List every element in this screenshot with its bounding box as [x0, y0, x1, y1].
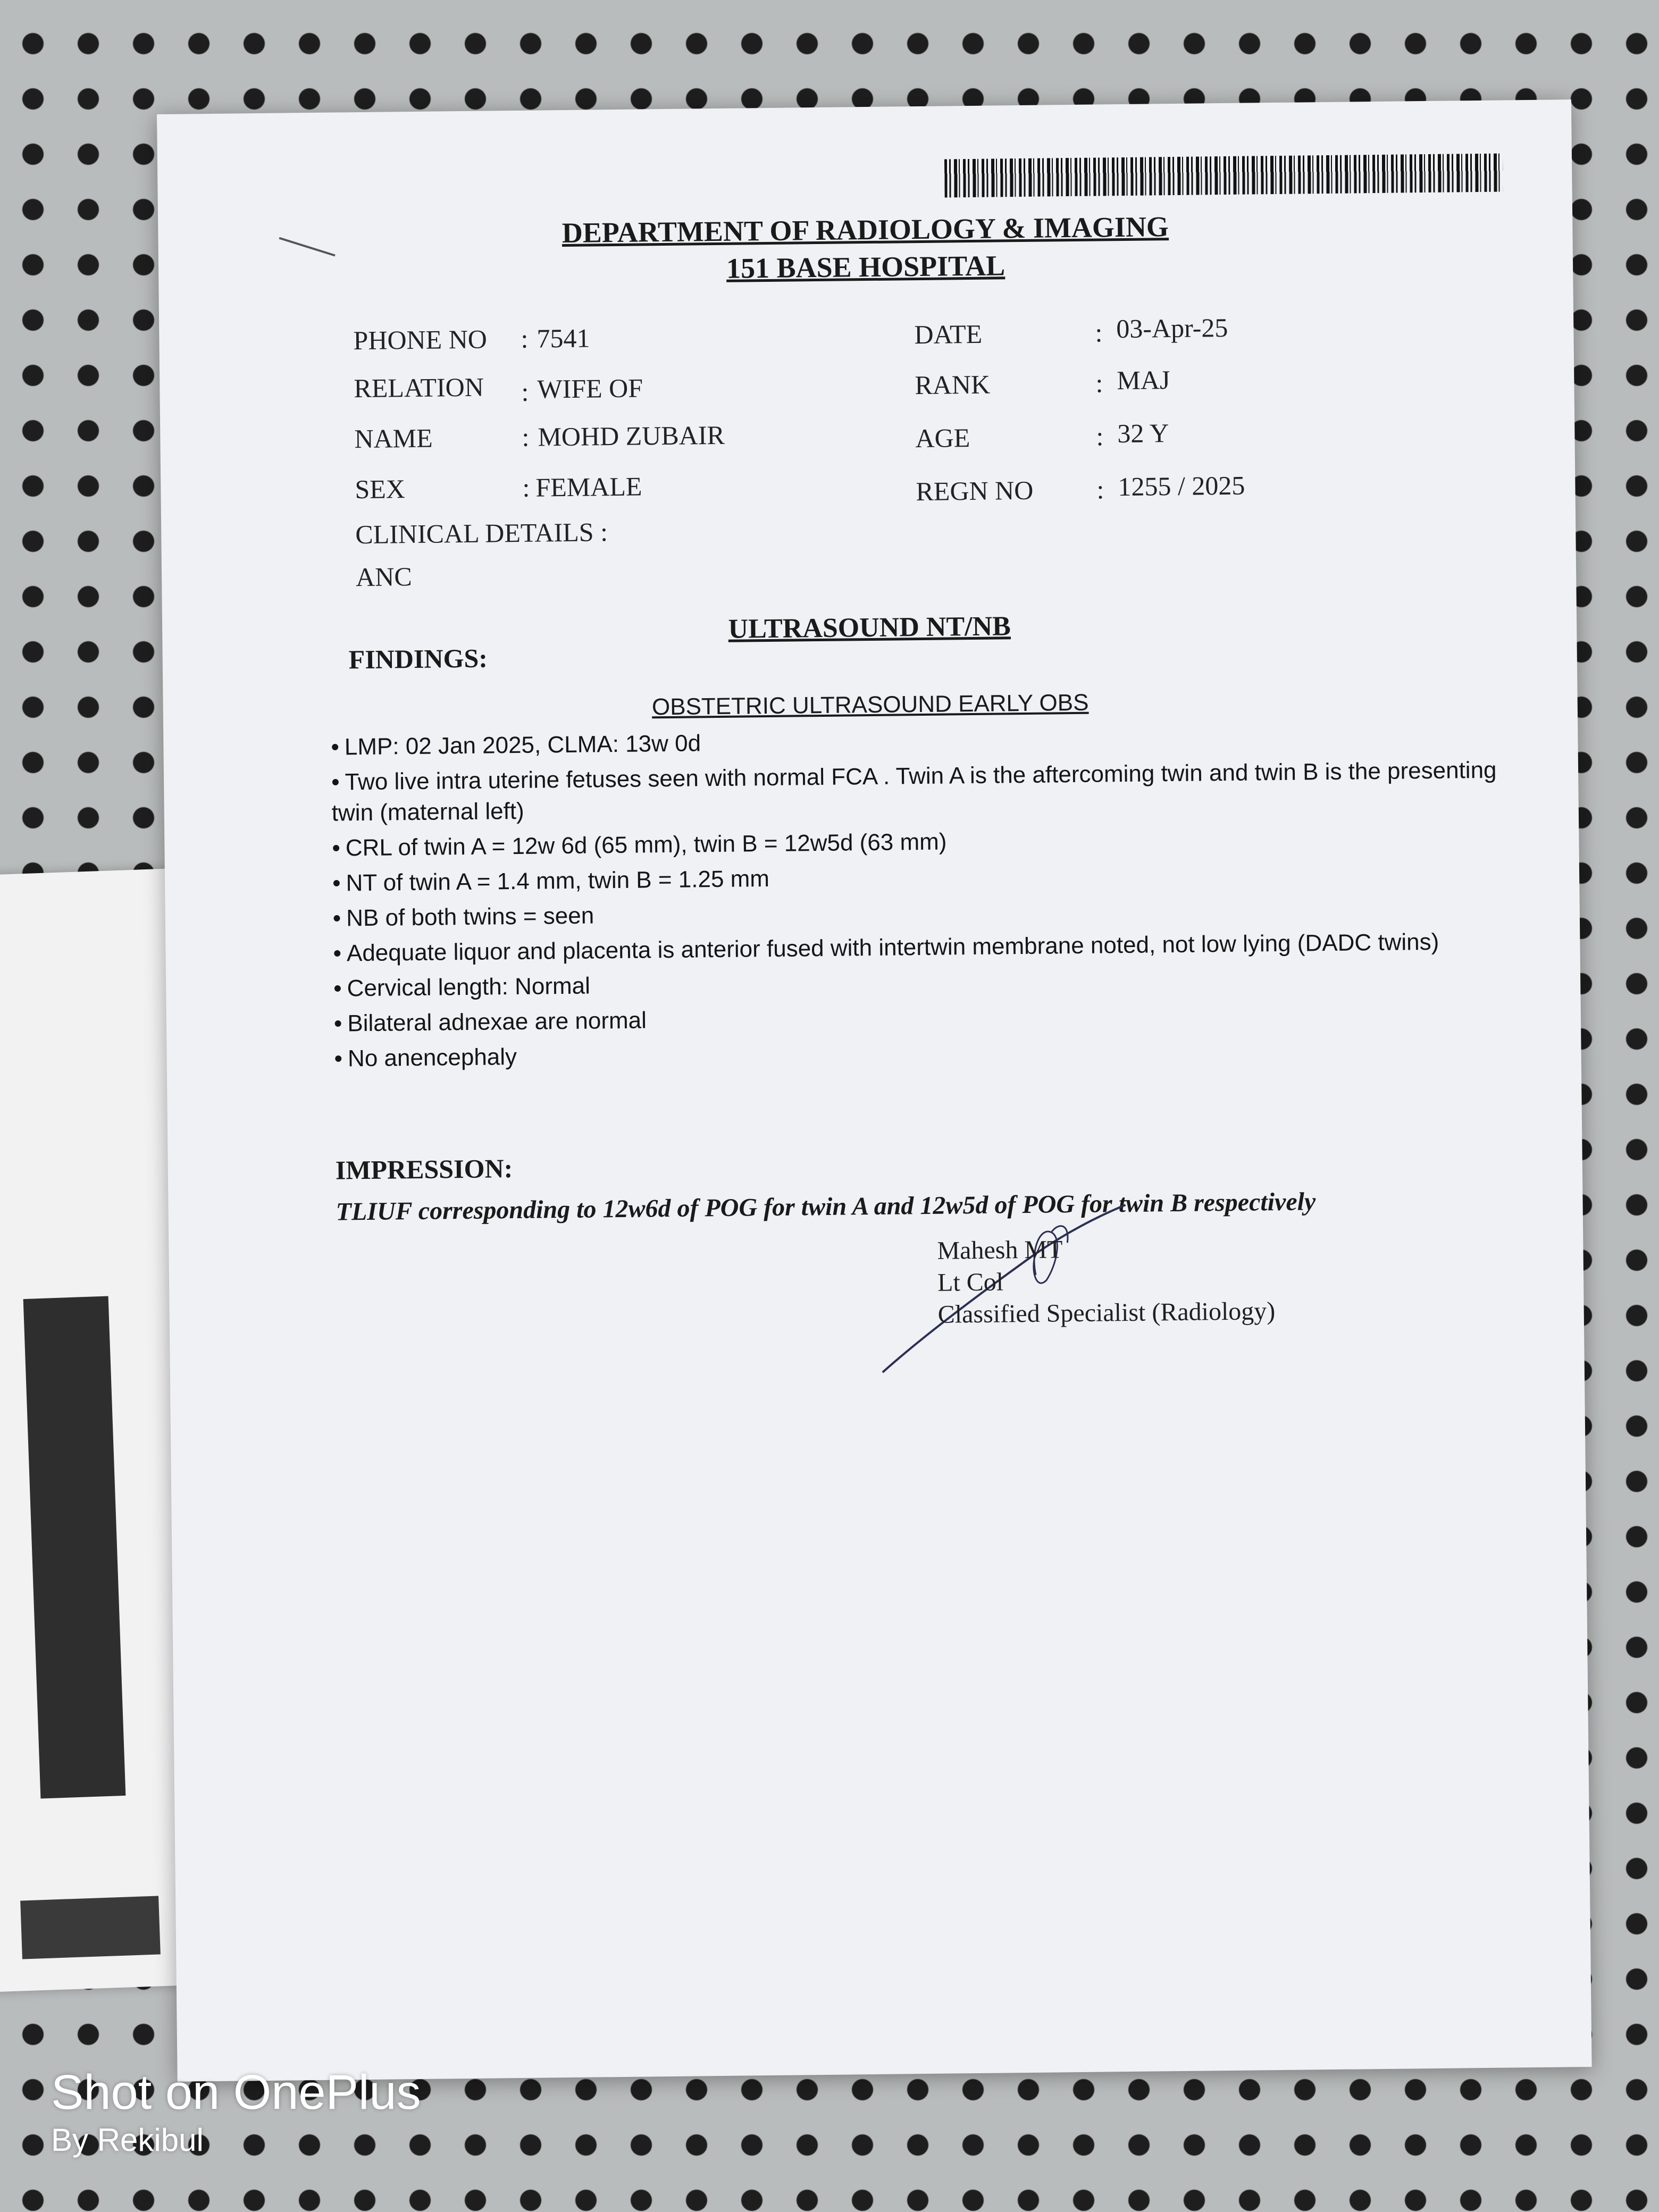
rank-value: MAJ	[1117, 365, 1170, 396]
name-colon: :	[522, 422, 530, 452]
impression-text: TLIUF corresponding to 12w6d of POG for twin A and 12w5d of POG for twin B respectively	[336, 1187, 1316, 1226]
date-colon: :	[1095, 317, 1103, 348]
regn-value: 1255 / 2025	[1118, 470, 1245, 502]
finding-item: • NB of both twins = seen	[332, 902, 594, 932]
sex-colon: :	[522, 472, 530, 502]
finding-item: • Adequate liquor and placenta is anterior fused with intertwin membrane noted, not low lying (DADC twins)	[333, 928, 1439, 967]
rank-colon: :	[1095, 368, 1103, 398]
relation-value: WIFE OF	[537, 373, 643, 404]
signature-scribble	[875, 1200, 1132, 1378]
sex-value: FEMALE	[535, 471, 642, 502]
phone-colon: :	[521, 323, 529, 354]
finding-item: • Bilateral adnexae are normal	[333, 1007, 647, 1037]
signature-designation: Classified Specialist (Radiology)	[937, 1297, 1276, 1329]
finding-item: • Two live intra uterine fetuses seen with normal FCA . Twin A is the aftercoming twin and twin B is the presenting twin (maternal left)	[331, 757, 1497, 826]
age-label: AGE	[915, 423, 970, 454]
age-value: 32 Y	[1117, 418, 1169, 449]
finding-item: • LMP: 02 Jan 2025, CLMA: 13w 0d	[331, 730, 701, 760]
ultrasound-film	[23, 1296, 126, 1798]
age-colon: :	[1096, 421, 1104, 451]
phone-value: 7541	[537, 323, 590, 354]
finding-item: • Cervical length: Normal	[333, 973, 591, 1002]
finding-item: • NT of twin A = 1.4 mm, twin B = 1.25 mm	[332, 866, 770, 896]
finding-item: • CRL of twin A = 12w 6d (65 mm), twin B = 12w5d (63 mm)	[332, 828, 947, 861]
regn-label: REGN NO	[916, 475, 1034, 507]
clinical-details-label: CLINICAL DETAILS :	[355, 517, 608, 550]
camera-watermark	[51, 2066, 421, 2161]
relation-label: RELATION	[354, 372, 484, 404]
regn-colon: :	[1096, 474, 1104, 505]
signature-rank: Lt Col	[937, 1268, 1004, 1297]
watermark-sub: By Rekibul	[51, 2122, 204, 2158]
watermark-main: Shot on OnePlus	[51, 2065, 421, 2119]
rank-label: RANK	[915, 369, 991, 400]
date-value: 03-Apr-25	[1116, 312, 1228, 344]
department-title: DEPARTMENT OF RADIOLOGY & IMAGING	[562, 211, 1169, 249]
date-label: DATE	[914, 319, 983, 350]
findings-subtitle: OBSTETRIC ULTRASOUND EARLY OBS	[651, 689, 1089, 720]
barcode	[944, 154, 1503, 198]
impression-label: IMPRESSION:	[335, 1153, 513, 1185]
sex-label: SEX	[355, 474, 406, 505]
ultrasound-film-edge	[20, 1896, 161, 1959]
findings-list	[331, 719, 1510, 1078]
findings-label: FINDINGS:	[348, 643, 488, 675]
signature-name: Mahesh MT	[937, 1235, 1063, 1265]
report-sheet	[157, 99, 1592, 2082]
relation-colon: :	[521, 376, 529, 407]
name-value: MOHD ZUBAIR	[538, 420, 725, 452]
name-label: NAME	[354, 423, 433, 454]
hospital-title: 151 BASE HOSPITAL	[726, 249, 1006, 284]
phone-label: PHONE NO	[353, 324, 488, 356]
finding-item: • No anencephaly	[334, 1044, 517, 1072]
exam-title: ULTRASOUND NT/NB	[728, 611, 1011, 644]
clinical-details-value: ANC	[355, 562, 412, 592]
